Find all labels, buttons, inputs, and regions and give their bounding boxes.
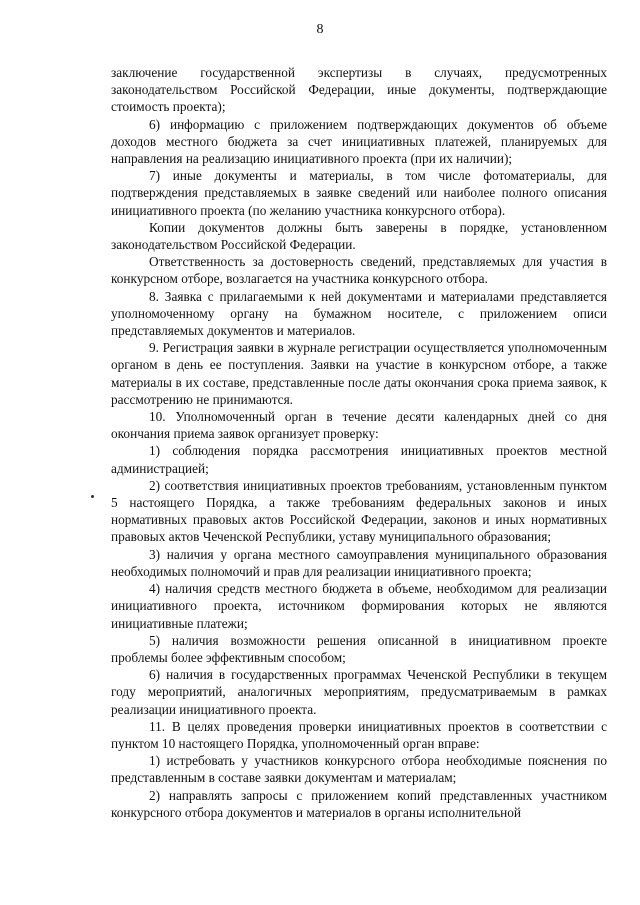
margin-dot-mark bbox=[91, 495, 94, 498]
paragraph-clause-10-item-4: 4) наличия средств местного бюджета в объеме, необходимом для реализации инициативного проекта, источником формирования которых не являются инициативные платежи; bbox=[111, 581, 607, 631]
paragraph-responsibility: Ответственность за достоверность сведений, представляемых для участия в конкурсном отборе, возлагается на участника конкурсного отбора. bbox=[111, 254, 607, 287]
paragraph-clause-10-item-1: 1) соблюдения порядка рассмотрения инициативных проектов местной администрацией; bbox=[111, 443, 607, 476]
paragraph-clause-11-item-1: 1) истребовать у участников конкурсного отбора необходимые пояснения по представленным в составе заявки документам и материалам; bbox=[111, 753, 607, 786]
paragraph-clause-10-item-5: 5) наличия возможности решения описанной в инициативном проекте проблемы более эффективным способом; bbox=[111, 632, 607, 665]
paragraph-clause-11: 11. В целях проведения проверки инициативных проектов в соответствии с пунктом 10 настоящего Порядка, уполномоченный орган вправе: bbox=[111, 718, 607, 751]
paragraph-copies: Копии документов должны быть заверены в порядке, установленном законодательством Российской Федерации. bbox=[111, 219, 607, 253]
paragraph-clause-10: 10. Уполномоченный орган в течение десяти календарных дней со дня окончания приема заявок организует проверку: bbox=[111, 409, 607, 442]
paragraph-clause-11-item-2: 2) направлять запросы с приложением копий представленных участником конкурсного отбора документов и материалов в органы исполнительной bbox=[111, 787, 607, 820]
paragraph-clause-10-item-2: 2) соответствия инициативных проектов требованиям, установленным пунктом 5 настоящего Порядка, а также требованиям федеральных законов и иных нормативных правовых актов Российской Федерации, законов и иных нормативных правовых актов Чеченской Республики, уставу муниципального образования; bbox=[111, 477, 607, 545]
paragraph-item-7: 7) иные документы и материалы, в том числе фотоматериалы, для подтверждения представляемых в заявке сведений или наиболее полного описания инициативного проекта (по желанию участника конкурсного отбора). bbox=[111, 168, 607, 218]
page-number: 8 bbox=[316, 22, 324, 37]
paragraph-clause-10-item-3: 3) наличия у органа местного самоуправления муниципального образования необходимых полномочий и прав для реализации инициативного проекта; bbox=[111, 546, 607, 579]
paragraph-clause-9: 9. Регистрация заявки в журнале регистрации осуществляется уполномоченным органом в день ее поступления. Заявки на участие в конкурсном отборе, а также материалы в их составе, представленные после даты окончания срока приема заявок, к рассмотрению не принимаются. bbox=[111, 340, 607, 407]
paragraph-clause-8: 8. Заявка с прилагаемыми к ней документами и материалами представляется уполномоченному органу на бумажном носителе, с приложением описи представляемых документов и материалов. bbox=[111, 288, 607, 339]
paragraph-clause-10-item-6: 6) наличия в государственных программах Чеченской Республики в текущем году мероприятий, аналогичных мероприятиям, предусматриваемым в рамках реализации инициативного проекта. bbox=[111, 667, 607, 717]
paragraph-continuation: заключение государственной экспертизы в случаях, предусмотренных законодательством Российской Федерации, иные документы, подтверждающие стоимость проекта); bbox=[111, 65, 607, 115]
paragraph-item-6: 6) информацию с приложением подтверждающих документов об объеме доходов местного бюджета за счет инициативных платежей, планируемых для направления на реализацию инициативного проекта (при их наличии); bbox=[111, 116, 607, 167]
document-body bbox=[111, 64, 607, 821]
